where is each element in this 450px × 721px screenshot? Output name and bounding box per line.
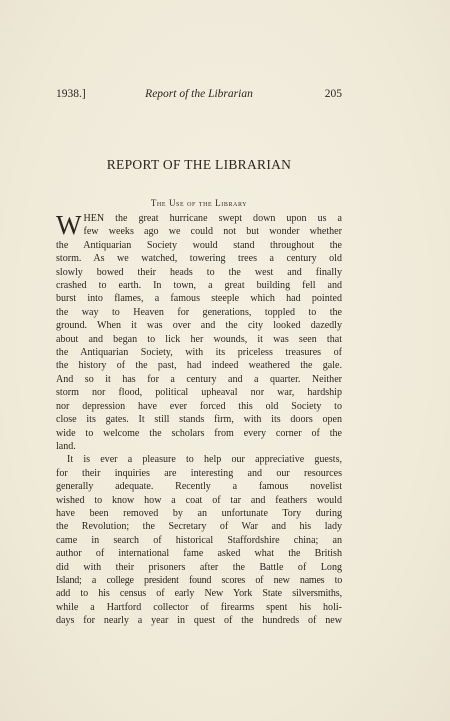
text-line: burst into flames, a famous steeple which had pointed	[56, 293, 342, 305]
page-number: 205	[324, 88, 342, 100]
text-line: storm nor flood, political upheaval nor war, hardship	[56, 387, 342, 399]
paragraph-1	[56, 212, 342, 453]
running-head	[56, 88, 342, 104]
text-line: while a Hartford collector of firearms spent his holi-	[56, 601, 342, 613]
text-line: the history of the past, had indeed weathered the gale.	[56, 360, 342, 372]
text-line: wide to welcome the scholars from every corner of the	[56, 427, 342, 439]
text-line: the Antiquarian Society would stand throughout the	[56, 239, 342, 251]
text-line: did with their prisoners after the Battle of Long	[56, 561, 342, 573]
text-line: storm. As we watched, towering trees a century old	[56, 253, 342, 265]
text-line: the way to Heaven for generations, toppled to the	[56, 306, 342, 318]
text-line: HEN the great hurricane swept down upon us a	[83, 213, 342, 224]
text-line: slowly bowed their heads to the west and finally	[56, 266, 342, 278]
text-line: wished to know how a coat of tar and feathers would	[56, 494, 342, 506]
text-line: add to his census of early New York State silversmiths,	[56, 588, 342, 600]
text-line: for their inquiries are interesting and our resources	[56, 467, 342, 479]
text-line: author of international fame asked what the British	[56, 548, 342, 560]
text-line: about and began to lick her wounds, it was seen that	[56, 333, 342, 345]
text-line: crashed to earth. In town, a great building fell and	[56, 280, 342, 292]
header-title: Report of the Librarian	[145, 88, 253, 100]
text-line: And so it has for a century and a quarter. Neither	[56, 373, 342, 385]
text-line: land.	[56, 440, 76, 452]
section-heading: The Use of the Library	[150, 198, 248, 208]
header-year: 1938.]	[56, 88, 86, 100]
text-line: came in search of historical Staffordshire china; an	[56, 534, 342, 546]
text-line: ground. When it was over and the city looked dazedly	[56, 320, 342, 332]
text-line: close its gates. It still stands firm, with its doors open	[56, 414, 342, 426]
body-text	[56, 212, 342, 628]
drop-cap: W	[56, 210, 82, 240]
report-title: REPORT OF THE LIBRARIAN	[106, 157, 292, 172]
text-line: It is ever a pleasure to help our appreciative guests,	[67, 454, 342, 466]
text-line: nor depression have ever forced this old Society to	[56, 400, 342, 412]
paragraph-2	[56, 453, 342, 627]
text-line: have been removed by an unfortunate Tory during	[56, 507, 342, 519]
text-line: the Revolution; the Secretary of War and his lady	[56, 521, 342, 533]
text-line: days for nearly a year in quest of the hundreds of new	[56, 615, 342, 627]
text-line: Island; a college president found scores of new names to	[56, 574, 342, 586]
text-line: the Antiquarian Society, with its priceless treasures of	[56, 347, 342, 359]
text-line: few weeks ago we could not but wonder whether	[83, 226, 342, 238]
text-line: generally adequate. Recently a famous novelist	[56, 481, 342, 493]
